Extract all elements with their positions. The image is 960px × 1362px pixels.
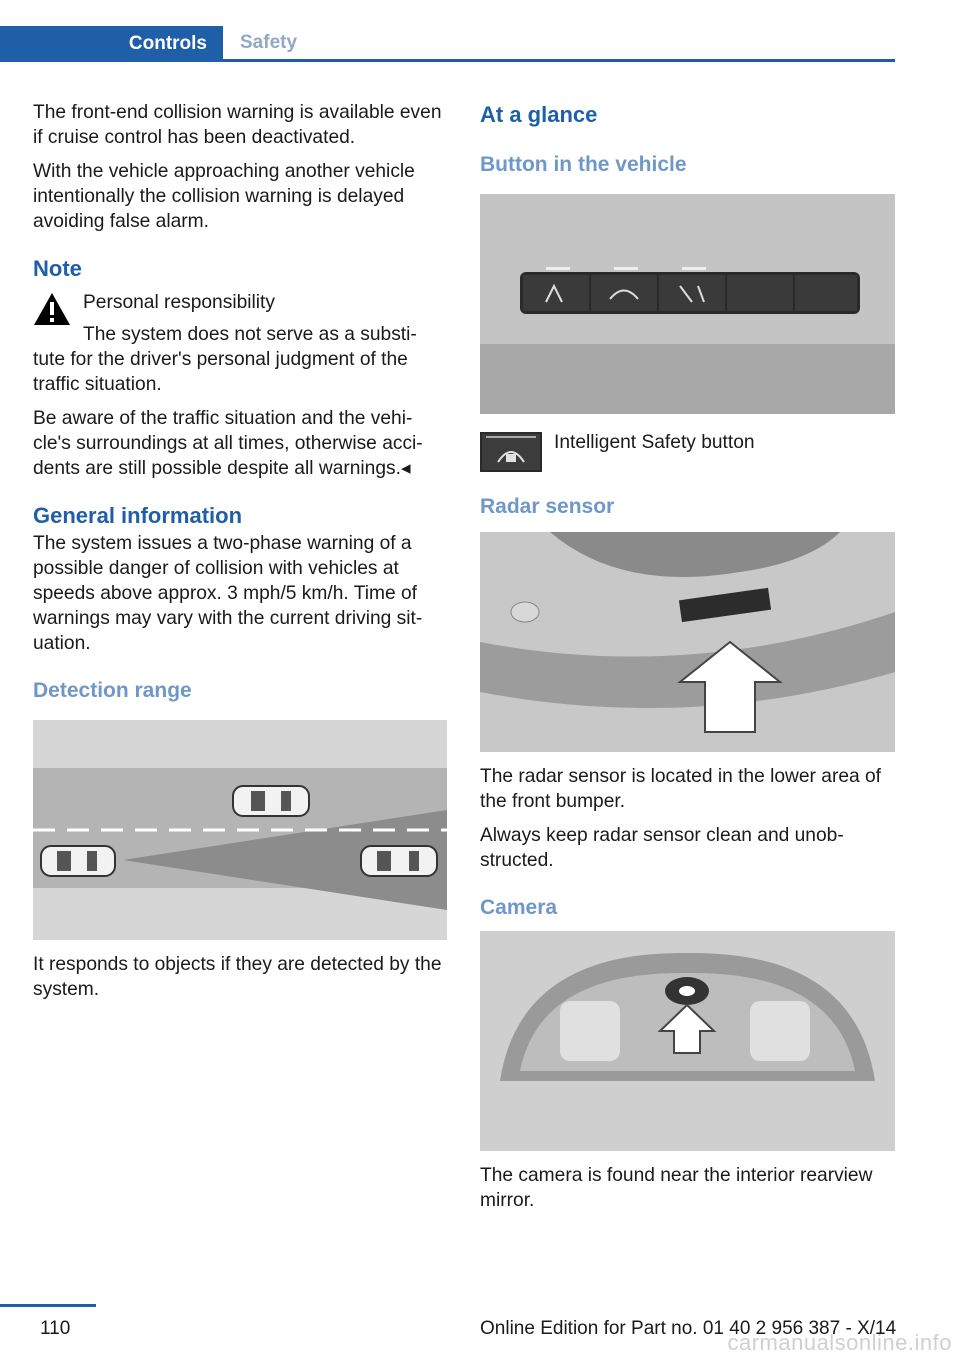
general-text: The system issues a two-phase warning of a possible danger of collision with vehicles at speeds above approx. 3 mph/5 km/h. Time of warnings may vary with the current driving sit-uation. (33, 533, 423, 654)
intro-paragraph-1: The front-end collision warning is available even if cruise control has been deactivated. (33, 102, 442, 148)
button-caption-row (480, 432, 895, 472)
button-caption: Intelligent Safety button (554, 432, 755, 453)
page-header (0, 26, 895, 62)
note-heading: Note (33, 256, 82, 281)
camera-text: The camera is found near the interior rearview mirror. (480, 1165, 873, 1211)
left-column (33, 100, 447, 1011)
radar-sensor-illustration (480, 532, 895, 752)
right-column (480, 100, 895, 1222)
glance-heading: At a glance (480, 102, 598, 127)
general-heading: General information (33, 503, 243, 528)
detection-caption: It responds to objects if they are detected by the system. (33, 954, 442, 1000)
radar-text-2: Always keep radar sensor clean and unob-structed. (480, 825, 844, 871)
intelligent-safety-icon (480, 432, 542, 472)
tab-safety[interactable]: Safety (240, 31, 298, 53)
button-panel-illustration (480, 194, 895, 414)
camera-illustration (480, 931, 895, 1151)
note-text: The system does not serve as a substi-tute for the driver's personal judgment of the traffic situation. (33, 324, 417, 395)
vehicle-ahead-icon (233, 786, 309, 816)
edition-text: Online Edition for Part no. 01 40 2 956 387 - X/14 (480, 1318, 897, 1339)
tab-controls[interactable]: Controls (0, 26, 223, 62)
header-rule (0, 59, 895, 62)
own-vehicle-icon (41, 846, 115, 876)
camera-figure (480, 931, 895, 1151)
button-heading: Button in the vehicle (480, 153, 687, 176)
detection-range-illustration (33, 720, 447, 940)
radar-text-1: The radar sensor is located in the lower area of the front bumper. (480, 766, 882, 812)
detection-heading: Detection range (33, 679, 192, 702)
note-text-2: Be aware of the traffic situation and the vehi-cle's surroundings at all times, otherwise acci-dents are still possible despite all warnings.◂ (33, 408, 423, 479)
intro-paragraph-2: With the vehicle approaching another vehicle intentionally the collision warning is delayed avoiding false alarm. (33, 161, 415, 232)
note-block (33, 290, 447, 315)
radar-sensor-figure (480, 532, 895, 752)
warning-icon (33, 292, 71, 326)
button-panel-figure (480, 194, 895, 414)
watermark: carmanualsonline.info (727, 1330, 952, 1355)
note-title: Personal responsibility (83, 292, 275, 313)
radar-heading: Radar sensor (480, 495, 615, 518)
detection-range-figure (33, 720, 447, 940)
footer-rule (0, 1304, 96, 1307)
page-number: 110 (40, 1318, 71, 1339)
vehicle-right-icon (361, 846, 437, 876)
camera-heading: Camera (480, 896, 558, 919)
